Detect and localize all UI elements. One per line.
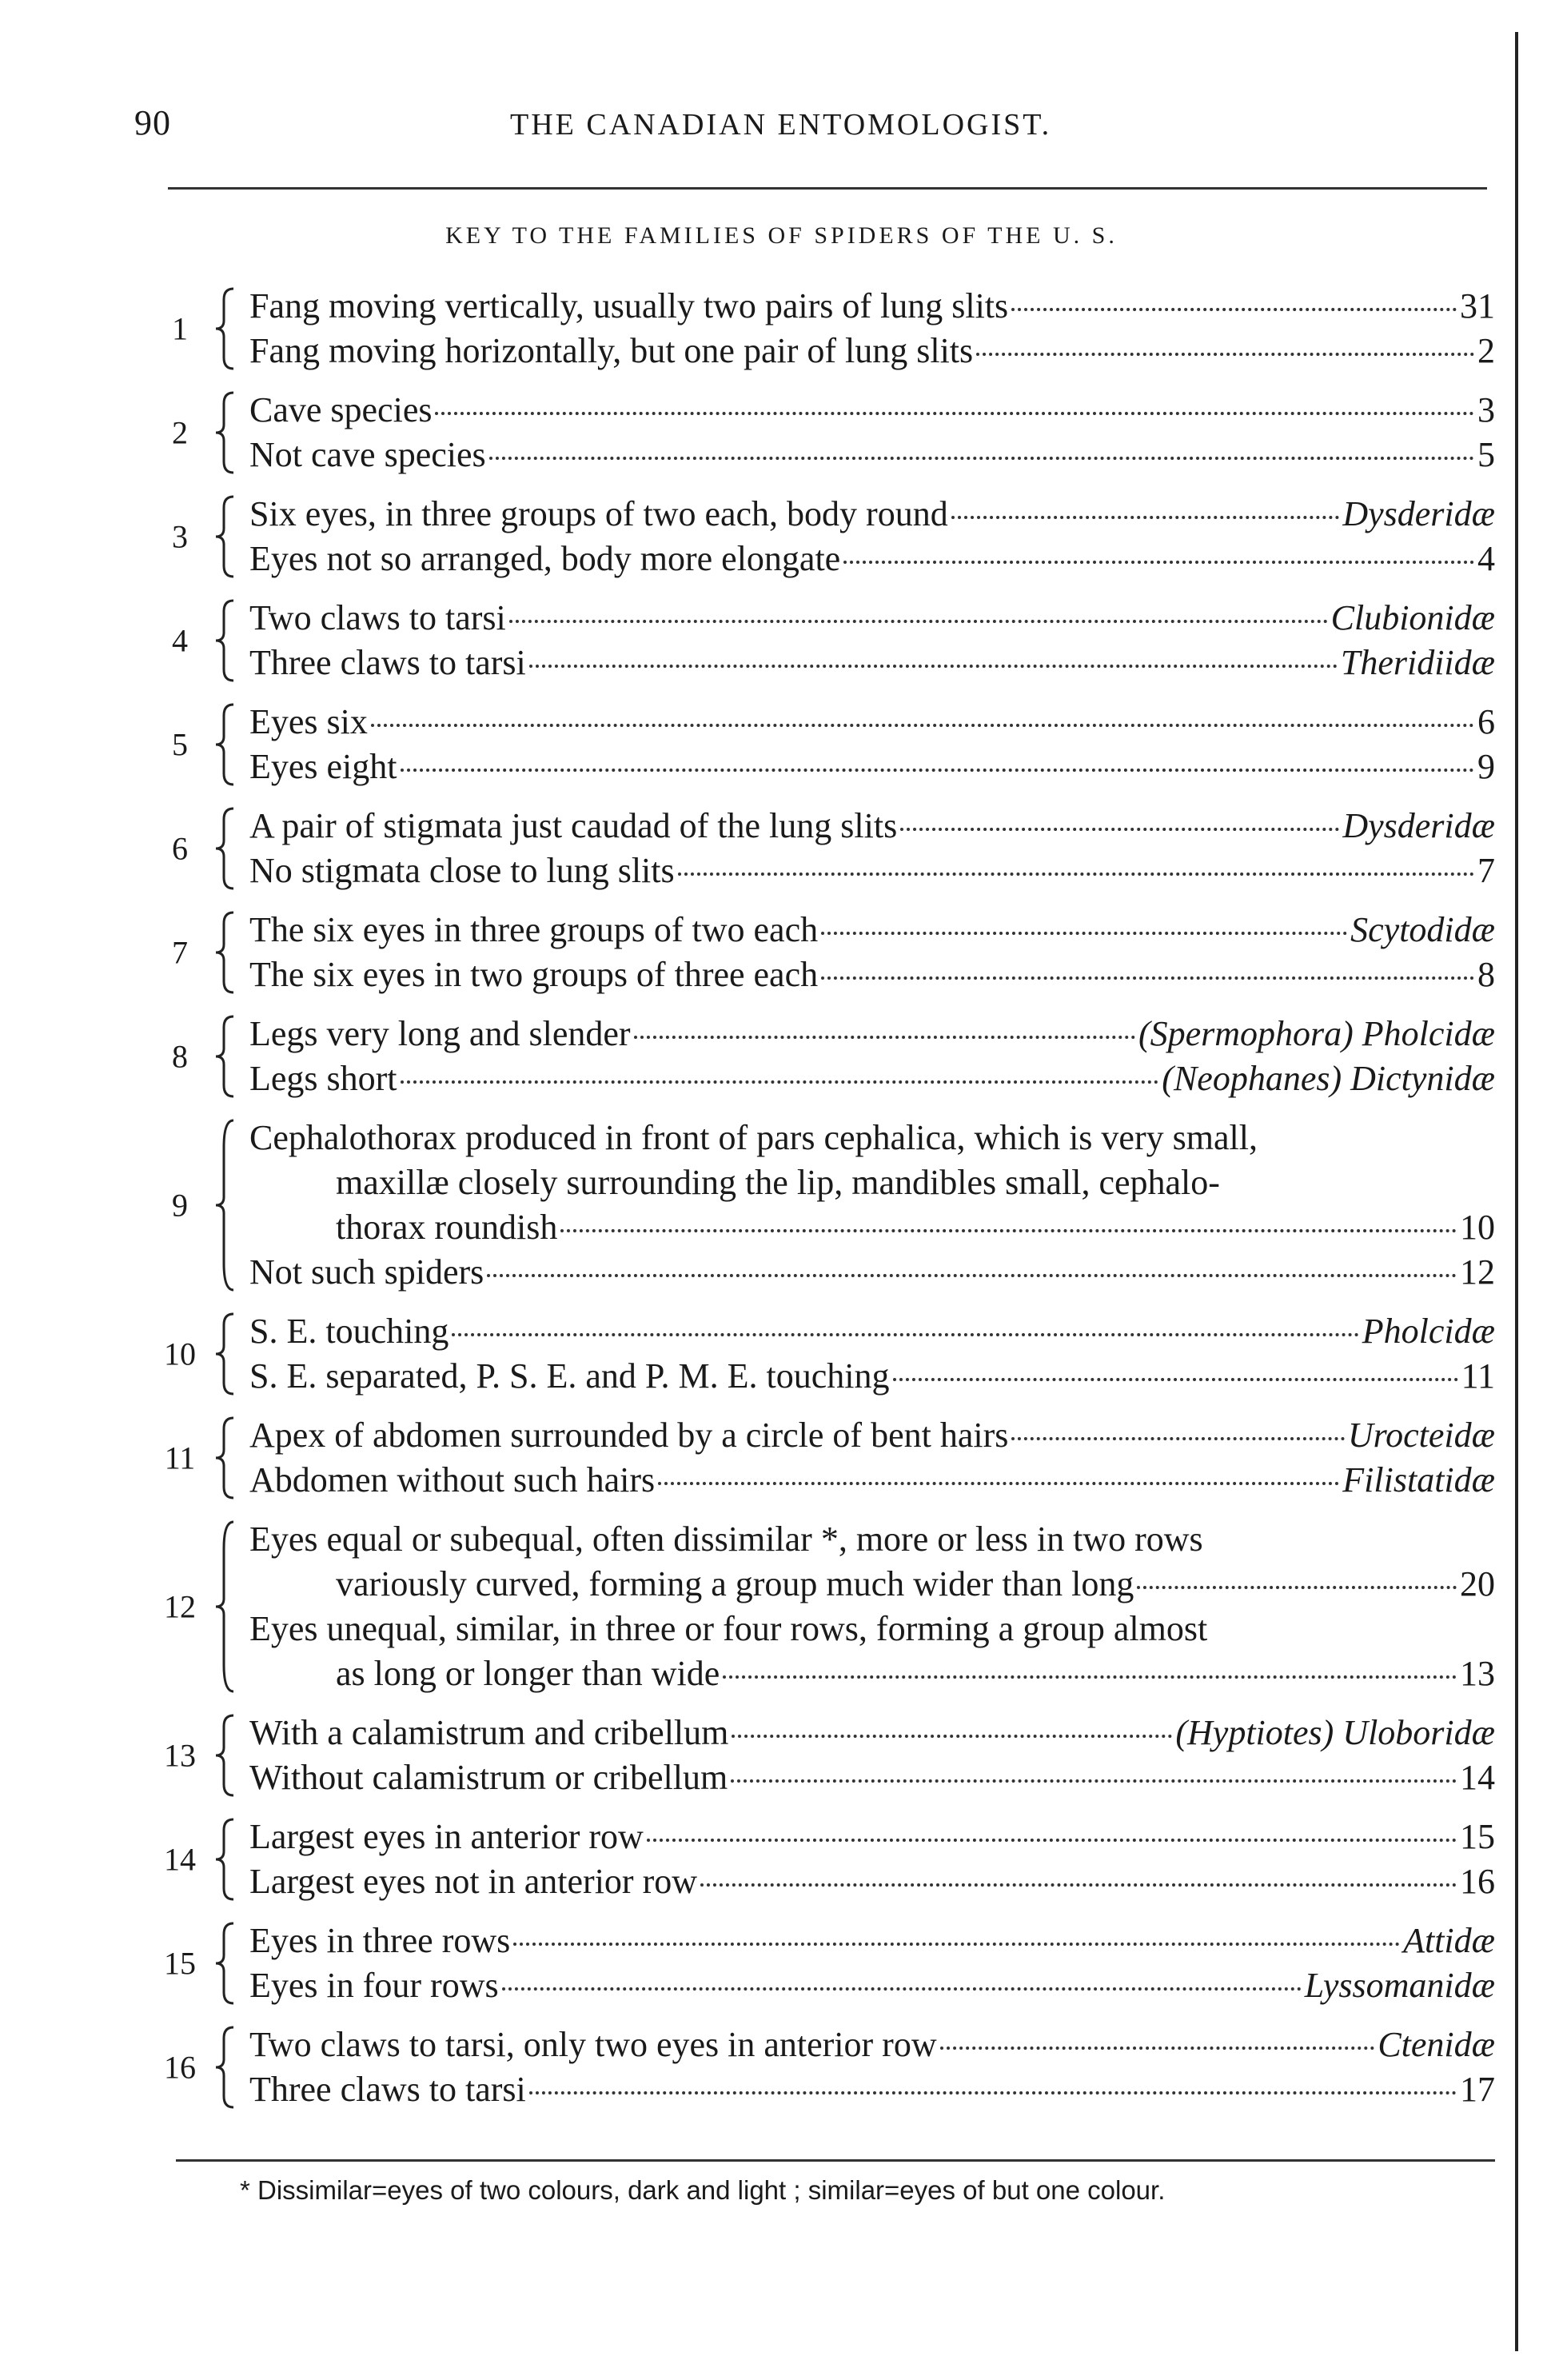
key-line <box>249 745 1495 789</box>
key-line-text: Eyes in four rows <box>249 1966 499 2005</box>
key-line-result: 20 <box>1460 1564 1495 1603</box>
key-line <box>249 1517 1495 1562</box>
couplet-number: 14 <box>164 1841 196 1878</box>
brace-icon <box>209 700 238 789</box>
key-line <box>249 952 1495 997</box>
key-line-result: (Spermophora) Pholcidæ <box>1138 1014 1495 1053</box>
key-line-text: Not such spiders <box>249 1252 484 1292</box>
key-line-result: (Neophanes) Dictynidæ <box>1162 1059 1495 1098</box>
key-line-result: Clubionidæ <box>1330 598 1495 637</box>
key-line <box>249 1160 1495 1205</box>
couplet-number: 5 <box>172 726 188 763</box>
couplet-lines <box>249 284 1495 373</box>
dot-leader <box>502 1987 1302 1991</box>
couplet-lines <box>249 1413 1495 1503</box>
key-line-text: variously curved, forming a group much wider than long <box>336 1564 1134 1603</box>
key-line-result: 17 <box>1460 2070 1495 2109</box>
couplet-lines <box>249 596 1495 685</box>
dot-leader <box>700 1883 1457 1887</box>
key-line-result: Attidæ <box>1403 1921 1495 1960</box>
dot-leader <box>560 1229 1457 1232</box>
dot-leader <box>732 1735 1172 1738</box>
key-line-result: 10 <box>1460 1208 1495 1247</box>
dot-leader <box>529 2091 1457 2094</box>
couplet-14 <box>152 1815 1495 1904</box>
couplet-lines <box>249 1517 1495 1696</box>
key-line-text: Fang moving horizontally, but one pair of lung slits <box>249 331 974 370</box>
dot-leader <box>821 932 1347 935</box>
couplet-3 <box>152 492 1495 581</box>
dot-leader <box>489 457 1474 460</box>
couplet-7 <box>152 908 1495 997</box>
key-line-text: Without calamistrum or cribellum <box>249 1758 728 1797</box>
couplet-16 <box>152 2023 1495 2112</box>
couplet-8 <box>152 1012 1495 1101</box>
key-line-text: thorax roundish <box>336 1208 558 1247</box>
couplet-15 <box>152 1919 1495 2008</box>
key-line-text: Legs short <box>249 1059 397 1098</box>
header-rule <box>168 187 1487 190</box>
key-line-text: Two claws to tarsi <box>249 598 506 637</box>
couplet-number: 3 <box>172 518 188 555</box>
dot-leader <box>723 1675 1457 1679</box>
brace-icon <box>209 908 238 997</box>
key-line-text: Three claws to tarsi <box>249 2070 526 2109</box>
couplet-lines <box>249 1919 1495 2008</box>
key-line-text: Legs very long and slender <box>249 1014 631 1053</box>
key-line <box>249 284 1495 329</box>
key-line-result: Dysderidæ <box>1342 494 1495 533</box>
dot-leader <box>821 976 1474 980</box>
key-line-result: Dysderidæ <box>1342 806 1495 845</box>
couplet-number: 1 <box>172 310 188 347</box>
couplet-11 <box>152 1413 1495 1503</box>
key-line <box>249 1250 1495 1295</box>
couplet-5 <box>152 700 1495 789</box>
dot-leader <box>513 1943 1400 1946</box>
dot-leader <box>509 620 1328 623</box>
key-line <box>249 492 1495 537</box>
couplet-lines <box>249 492 1495 581</box>
key-line <box>249 641 1495 685</box>
key-line-text: Eyes eight <box>249 747 397 786</box>
dot-leader <box>371 724 1474 727</box>
couplet-lines <box>249 1711 1495 1800</box>
key-line-text: Cave species <box>249 390 433 429</box>
key-line-text: A pair of stigmata just caudad of the lung slits <box>249 806 898 845</box>
couplet-number: 13 <box>164 1737 196 1774</box>
key-line-text: Apex of abdomen surrounded by a circle of bent hairs <box>249 1416 1009 1455</box>
key-line-result: 14 <box>1460 1758 1495 1797</box>
brace-icon <box>209 1517 238 1696</box>
running-title: THE CANADIAN ENTOMOLOGIST. <box>510 108 1052 142</box>
key-line-text: S. E. separated, P. S. E. and P. M. E. touching <box>249 1356 890 1396</box>
couplet-number: 7 <box>172 934 188 971</box>
key-line-result: 2 <box>1477 331 1495 370</box>
key-line <box>249 1963 1495 2008</box>
dot-leader <box>634 1036 1135 1039</box>
key-line-text: Three claws to tarsi <box>249 643 526 682</box>
key-line-text: Not cave species <box>249 435 486 474</box>
key-line <box>249 1458 1495 1503</box>
key-line-text: S. E. touching <box>249 1312 449 1351</box>
couplet-13 <box>152 1711 1495 1800</box>
couplet-lines <box>249 908 1495 997</box>
brace-icon <box>209 1116 238 1295</box>
key-line-result: 15 <box>1460 1817 1495 1856</box>
key-line <box>249 1354 1495 1399</box>
footnote: * Dissimilar=eyes of two colours, dark and light ; similar=eyes of but one colour. <box>240 2175 1166 2205</box>
dot-leader <box>487 1274 1457 1277</box>
brace-icon <box>209 1309 238 1399</box>
dot-leader <box>401 1080 1159 1084</box>
key-line-text: Largest eyes not in anterior row <box>249 1862 698 1901</box>
key-line-result: 11 <box>1461 1356 1495 1396</box>
key-line <box>249 1056 1495 1101</box>
couplet-number: 10 <box>164 1336 196 1372</box>
key-line-text: The six eyes in three groups of two each <box>249 910 819 949</box>
key-line-result: (Hyptiotes) Uloboridæ <box>1175 1713 1495 1752</box>
key-line-result: Scytodidæ <box>1350 910 1495 949</box>
couplet-lines <box>249 804 1495 893</box>
key-line-result: Pholcidæ <box>1362 1312 1495 1351</box>
couplet-lines <box>249 2023 1495 2112</box>
dot-leader <box>1137 1586 1457 1589</box>
dot-leader <box>1011 1437 1345 1440</box>
key-line <box>249 1859 1495 1904</box>
brace-icon <box>209 1711 238 1800</box>
key-line-result: 13 <box>1460 1654 1495 1693</box>
dot-leader <box>435 412 1474 415</box>
couplet-lines <box>249 1815 1495 1904</box>
key-line <box>249 849 1495 893</box>
key-line-result: Filistatidæ <box>1342 1460 1495 1499</box>
key-line-result: 16 <box>1460 1862 1495 1901</box>
dot-leader <box>529 665 1338 668</box>
key-line <box>249 388 1495 433</box>
brace-icon <box>209 1815 238 1904</box>
brace-icon <box>209 388 238 477</box>
couplet-number: 9 <box>172 1187 188 1224</box>
dot-leader <box>900 828 1339 831</box>
dot-leader <box>647 1839 1457 1842</box>
dot-leader <box>893 1378 1458 1381</box>
couplet-lines <box>249 700 1495 789</box>
couplet-10 <box>152 1309 1495 1399</box>
key-line-result: 7 <box>1477 851 1495 890</box>
key-line-text: Eyes unequal, similar, in three or four rows, forming a group almost <box>249 1609 1208 1648</box>
dot-leader <box>940 2047 1375 2050</box>
couplet-number: 11 <box>164 1440 196 1476</box>
key-line-text: Eyes not so arranged, body more elongate <box>249 539 841 578</box>
couplet-12 <box>152 1517 1495 1696</box>
key-line-text: Abdomen without such hairs <box>249 1460 656 1499</box>
brace-icon <box>209 1413 238 1503</box>
key-line <box>249 908 1495 952</box>
dot-leader <box>678 873 1474 876</box>
dot-leader <box>452 1333 1358 1336</box>
key-line-result: Theridiidæ <box>1340 643 1495 682</box>
dot-leader <box>976 353 1474 356</box>
key-line-text: Largest eyes in anterior row <box>249 1817 644 1856</box>
key-line-result: 8 <box>1477 955 1495 994</box>
couplet-number: 8 <box>172 1038 188 1075</box>
key-line-text: Eyes in three rows <box>249 1921 511 1960</box>
key-line-result: Urocteidæ <box>1347 1416 1495 1455</box>
couplet-number: 4 <box>172 622 188 659</box>
couplet-lines <box>249 1116 1495 1295</box>
key-line <box>249 596 1495 641</box>
key-line <box>249 700 1495 745</box>
key-line <box>249 1815 1495 1859</box>
key-line <box>249 1711 1495 1755</box>
brace-icon <box>209 1012 238 1101</box>
key-line-text: Fang moving vertically, usually two pairs of lung slits <box>249 286 1009 325</box>
key-line <box>249 1413 1495 1458</box>
dot-leader <box>731 1779 1457 1783</box>
page-number: 90 <box>134 103 171 142</box>
key-line <box>249 2023 1495 2067</box>
key-line <box>249 1309 1495 1354</box>
brace-icon <box>209 2023 238 2112</box>
couplet-lines <box>249 388 1495 477</box>
couplet-lines <box>249 1309 1495 1399</box>
key-line <box>249 433 1495 477</box>
key-line-text: The six eyes in two groups of three each <box>249 955 819 994</box>
key-line-text: Two claws to tarsi, only two eyes in anterior row <box>249 2025 937 2064</box>
page-header <box>134 102 1493 150</box>
brace-icon <box>209 804 238 893</box>
key-line <box>249 1116 1495 1160</box>
key-line <box>249 1205 1495 1250</box>
dot-leader <box>1011 308 1457 311</box>
dot-leader <box>843 561 1474 564</box>
couplet-6 <box>152 804 1495 893</box>
key-line-text: No stigmata close to lung slits <box>249 851 675 890</box>
key-line <box>249 804 1495 849</box>
key-line-result: 6 <box>1477 702 1495 741</box>
key-line <box>249 1607 1495 1651</box>
couplet-1 <box>152 284 1495 373</box>
brace-icon <box>209 1919 238 2008</box>
couplet-number: 2 <box>172 414 188 451</box>
key-title: KEY TO THE FAMILIES OF SPIDERS OF THE U. S. <box>445 222 1118 249</box>
key-line <box>249 1562 1495 1607</box>
couplet-2 <box>152 388 1495 477</box>
key-line-text: With a calamistrum and cribellum <box>249 1713 729 1752</box>
key-line-text: as long or longer than wide <box>336 1654 720 1693</box>
page-edge-rule <box>1515 32 1518 2351</box>
key-line <box>249 329 1495 373</box>
dot-leader <box>951 516 1340 519</box>
brace-icon <box>209 596 238 685</box>
key-line-result: Ctenidæ <box>1378 2025 1495 2064</box>
couplet-9 <box>152 1116 1495 1295</box>
key-line <box>249 1755 1495 1800</box>
couplet-lines <box>249 1012 1495 1101</box>
key-line-text: Eyes equal or subequal, often dissimilar *, more or less in two rows <box>249 1519 1203 1559</box>
footnote-rule <box>176 2159 1495 2162</box>
couplet-number: 12 <box>164 1588 196 1625</box>
couplet-number: 15 <box>164 1945 196 1982</box>
key-line <box>249 1919 1495 1963</box>
key-line-text: Eyes six <box>249 702 368 741</box>
couplet-number: 16 <box>164 2049 196 2086</box>
dot-leader <box>658 1482 1339 1485</box>
dot-leader <box>401 769 1474 772</box>
key-line-result: 31 <box>1460 286 1495 325</box>
key-line <box>249 1012 1495 1056</box>
key-line <box>249 537 1495 581</box>
key-line-result: 3 <box>1477 390 1495 429</box>
key-line-result: 12 <box>1460 1252 1495 1292</box>
key-line-result: 4 <box>1477 539 1495 578</box>
couplet-4 <box>152 596 1495 685</box>
key-line-text: maxillæ closely surrounding the lip, mandibles small, cephalo- <box>336 1163 1220 1202</box>
brace-icon <box>209 492 238 581</box>
key-line-text: Six eyes, in three groups of two each, body round <box>249 494 948 533</box>
key-line-result: 5 <box>1477 435 1495 474</box>
key-line <box>249 1651 1495 1696</box>
key-line-result: Lyssomanidæ <box>1304 1966 1495 2005</box>
key-line <box>249 2067 1495 2112</box>
couplet-number: 6 <box>172 830 188 867</box>
key-line-result: 9 <box>1477 747 1495 786</box>
key-line-text: Cephalothorax produced in front of pars cephalica, which is very small, <box>249 1118 1258 1157</box>
brace-icon <box>209 284 238 373</box>
